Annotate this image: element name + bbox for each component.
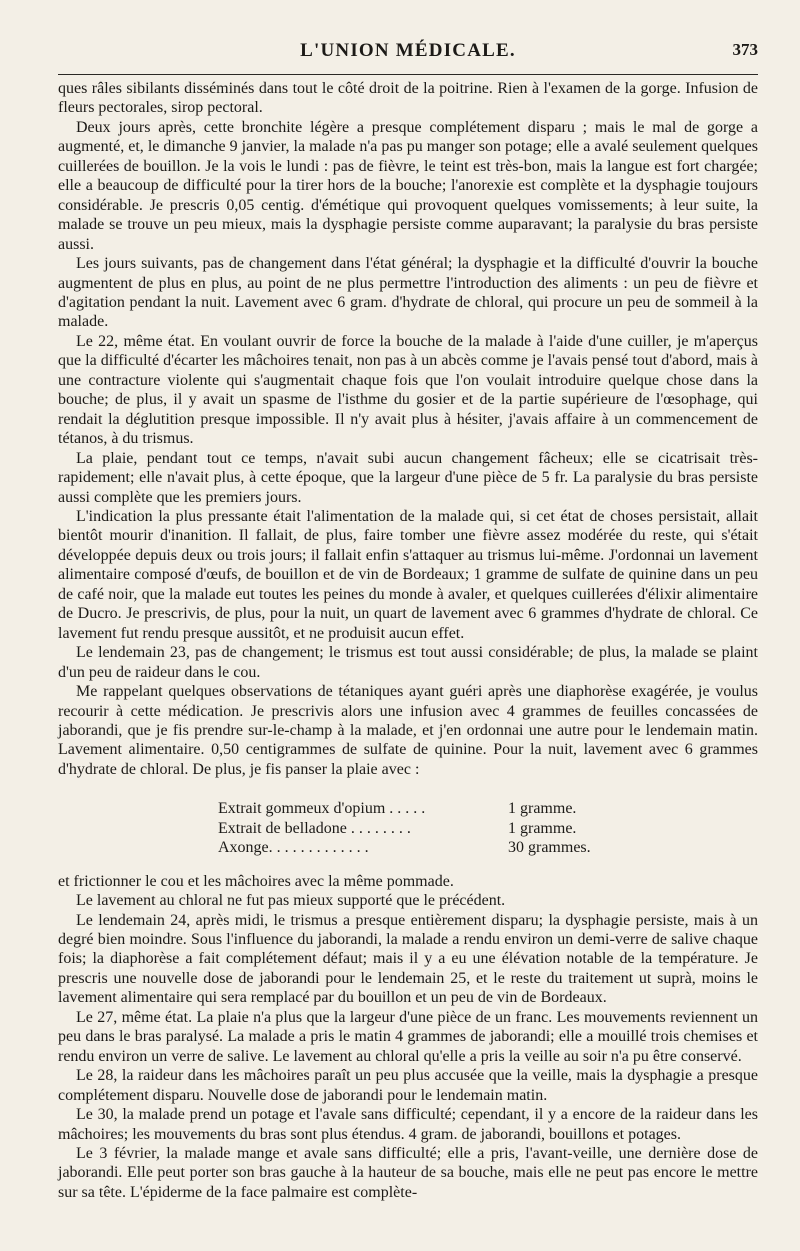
- paragraph: ques râles sibilants disséminés dans tout le côté droit de la poitrine. Rien à l'examen de la gorge. Infusion de fleurs pectorales, sirop pectoral.: [58, 80, 758, 117]
- journal-title: L'UNION MÉDICALE.: [300, 40, 516, 61]
- ingredient-name: Axonge. . . . . . . . . . . . .: [218, 839, 369, 857]
- ingredient-quantity: 1 gramme.: [508, 819, 577, 837]
- running-header: [58, 36, 758, 70]
- page-number: 373: [732, 40, 758, 59]
- paragraph: Le 28, la raideur dans les mâchoires paraît un peu plus accusée que la veille, mais la dysphagie a presque complétement disparu. Nouvelle dose de jaborandi pour le lendemain matin.: [58, 1067, 758, 1104]
- ingredient-quantity: 30 grammes.: [508, 839, 591, 857]
- paragraph: La plaie, pendant tout ce temps, n'avait subi aucun changement fâcheux; elle se cicatrisait très-rapidement; elle n'avait plus, à cette époque, que la largeur d'une pièce de 5 fr. La paralysie du bras persiste aussi complète que les premiers jours.: [58, 449, 758, 506]
- paragraph: Le 27, même état. La plaie n'a plus que la largeur d'une pièce de un franc. Les mouvements reviennent un peu dans le bras paralysé. La malade a pris le matin 4 grammes de jaborandi; elle a mouillé trois chemises et rendu environ un verre de salive. Le lavement au chloral qu'elle a pris la veille au soir n'a pu être conservé.: [58, 1008, 758, 1065]
- article-body: [58, 79, 758, 1202]
- prescription-item: [218, 799, 618, 818]
- ingredient-name: Extrait gommeux d'opium . . . . .: [218, 800, 426, 818]
- paragraph: Le lavement au chloral ne fut pas mieux supporté que le précédent.: [76, 892, 506, 910]
- prescription-item: [218, 838, 618, 857]
- paragraph: et frictionner le cou et les mâchoires avec la même pommade.: [58, 872, 454, 890]
- prescription-list: [218, 799, 618, 857]
- paragraph: Deux jours après, cette bronchite légère a presque complétement disparu ; mais le mal de gorge a augmenté, et, le dimanche 9 janvier, la malade n'a pas pu manger son potage; elle a avalé seulement quelques cuillerées de bouillon. Je la vois le lundi : pas de fièvre, le teint est très-bon, mais la langue est fort chargée; elle a beaucoup de difficulté pour la tirer hors de la bouche; l'anorexie est complète et la dysphagie toujours considérable. Je prescris 0,05 centig. d'émétique qui provoquent quelques vomissements; à leur suite, la malade se trouve un peu mieux, mais la dysphagie persiste comme auparavant; la paralysie du bras persiste aussi.: [58, 118, 758, 253]
- ingredient-name: Extrait de belladone . . . . . . . .: [218, 819, 411, 837]
- paragraph: Les jours suivants, pas de changement dans l'état général; la dysphagie et la difficulté d'ouvrir la bouche augmentent de plus en plus, au point de ne plus permettre l'introduction des aliments : un peu de fièvre et d'agitation pendant la nuit. Lavement avec 6 gram. d'hydrate de chloral, qui procure un peu de sommeil à la malade.: [58, 255, 758, 331]
- paragraph: Le 30, la malade prend un potage et l'avale sans difficulté; cependant, il y a encore de la raideur dans les mâchoires; les mouvements du bras sont plus étendus. 4 gram. de jaborandi, bouillons et potages.: [58, 1106, 758, 1143]
- paragraph: Le 3 février, la malade mange et avale sans difficulté; elle a pris, l'avant-veille, une dernière dose de jaborandi. Elle peut porter son bras gauche à la hauteur de sa bouche, mais elle ne peut pas encore le mettre sur sa tête. L'épiderme de la face palmaire est complète-: [58, 1145, 758, 1201]
- ingredient-quantity: 1 gramme.: [508, 800, 577, 818]
- paragraph: Le lendemain 23, pas de changement; le trismus est tout aussi considérable; de plus, la malade se plaint d'un peu de raideur dans le cou.: [58, 644, 758, 681]
- paragraph: L'indication la plus pressante était l'alimentation de la malade qui, si cet état de choses persistait, allait bientôt mourir d'inanition. Il fallait, de plus, faire tomber une fièvre assez modérée du reste, qui s'était développée depuis deux ou trois jours; il fallait enfin s'attaquer au trismus lui-même. J'ordonnai un lavement alimentaire composé d'œufs, de bouillon et de vin de Bordeaux; 1 gramme de sulfate de quinine dans un peu de café noir, que la malade eut toutes les peines du monde à avaler, et quelques cuillerées d'élixir alimentaire de Ducro. Je prescrivis, de plus, pour la nuit, un quart de lavement avec 6 grammes d'hydrate de chloral. Ce lavement fut rendu presque aussitôt, et ne produisit aucun effet.: [58, 507, 758, 642]
- header-rule: [58, 74, 758, 75]
- paragraph: Me rappelant quelques observations de tétaniques ayant guéri après une diaphorèse exagérée, je voulus recourir à cette médication. Je prescrivis alors une infusion avec 4 grammes de feuilles concassées de jaborandi, que je fis prendre sur-le-champ à la malade, et j'en ordonnai une autre pour le lendemain matin. Lavement alimentaire. 0,50 centigrammes de sulfate de quinine. Pour la nuit, lavement avec 6 grammes d'hydrate de chloral. De plus, je fis panser la plaie avec :: [58, 683, 758, 778]
- paragraph: Le lendemain 24, après midi, le trismus a presque entièrement disparu; la dysphagie persiste, mais à un degré bien moindre. Sous l'influence du jaborandi, la malade a rendu environ un demi-verre de salive chaque fois; la diaphorèse a fait complétement défaut; mais il y a eu une élévation notable de la température. Je prescris une nouvelle dose de jaborandi pour le lendemain 25, et le reste du traitement ut suprà, moins le lavement alimentaire qui sera remplacé par du bouillon et un peu de vin de Bordeaux.: [58, 911, 758, 1007]
- prescription-item: [218, 819, 618, 838]
- paragraph: Le 22, même état. En voulant ouvrir de force la bouche de la malade à l'aide d'une cuiller, je m'aperçus que la difficulté d'écarter les mâchoires tenait, non pas à un abcès comme je l'avais pensé tout d'abord, mais à une contracture violente qui s'augmentait chaque fois que l'on voulait introduire quelque chose dans la bouche; de plus, il y avait un spasme de l'isthme du gosier et de la partie supérieure de l'œsophage, qui rendait la déglutition presque impossible. Il n'y avait plus à hésiter, j'avais affaire à un commencement de tétanos, à du trismus.: [58, 332, 758, 448]
